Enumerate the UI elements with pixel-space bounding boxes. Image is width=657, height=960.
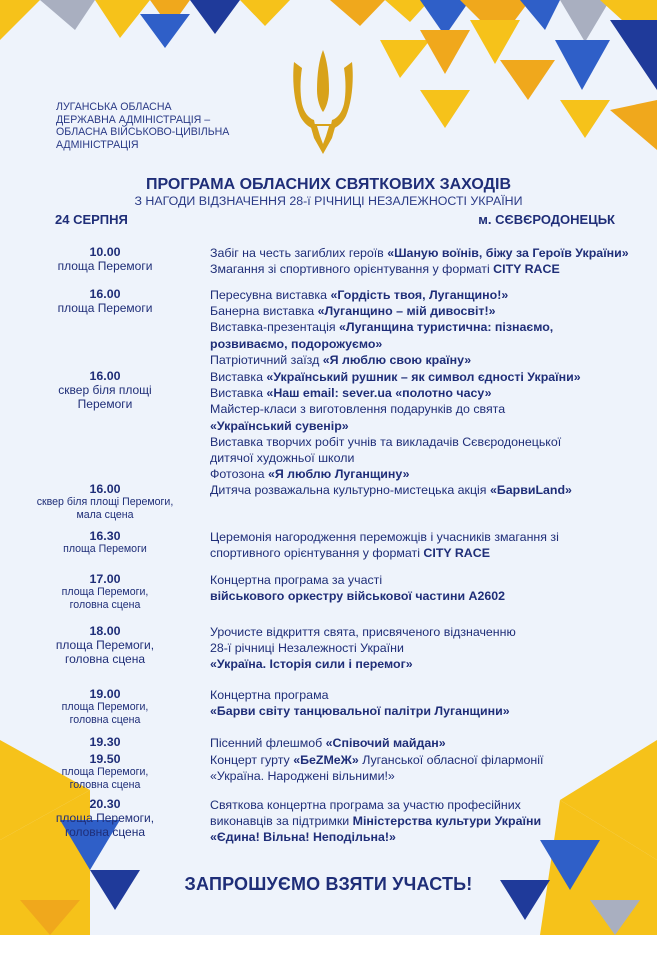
event-highlight-text: CITY RACE — [423, 546, 490, 561]
event-description-line — [210, 466, 630, 482]
event-description-line — [210, 418, 630, 434]
event-location-line: площа Перемоги, — [55, 811, 155, 825]
event-description-line — [210, 450, 630, 466]
event-highlight-text: «БеZМеЖ» — [293, 753, 359, 767]
event-location-line: сквер біля площі — [58, 383, 152, 397]
event-description — [210, 735, 630, 751]
event-description-line — [210, 572, 630, 588]
event-text: Виставка-презентація — [210, 320, 340, 335]
event-time: 10.00 — [89, 245, 121, 259]
org-line: ОБЛАСНА ВІЙСЬКОВО-ЦИВІЛЬНА — [56, 126, 230, 138]
event-location-line: головна сцена — [69, 714, 141, 726]
event-description-line — [210, 735, 630, 751]
event-description-line — [210, 640, 630, 656]
event-text: Концертна програма — [210, 688, 329, 702]
event-description-line — [210, 369, 630, 385]
event-location — [20, 543, 190, 556]
event-location-line: площа Перемоги, — [61, 701, 149, 713]
event-time: 16.00 — [89, 369, 121, 383]
event-text: Виставка — [210, 370, 267, 384]
event-text: дитячої художньої школи — [210, 451, 355, 466]
event-time: 16.00 — [89, 287, 121, 301]
event-location — [20, 301, 190, 315]
event-text: виконавців за підтримки — [210, 814, 353, 829]
event-description-line — [210, 813, 630, 829]
event-description-line — [210, 336, 630, 352]
trident-emblem-icon — [286, 46, 360, 158]
event-description-line — [210, 303, 630, 319]
event-text: «Україна. Народжені вільними!» — [210, 769, 395, 784]
event-location-line: Перемоги — [77, 397, 133, 411]
event-location-line: головна сцена — [69, 599, 141, 611]
event-description-line — [210, 401, 630, 417]
event-text: Патріотичний заїзд — [210, 352, 323, 367]
event-description — [210, 797, 630, 846]
event-description-line — [210, 529, 630, 545]
event-text: Концертна програма за участі — [210, 573, 383, 587]
event-highlight-text: Міністерства культури України — [352, 814, 542, 829]
event-highlight-text: «Я люблю свою країну» — [322, 352, 472, 367]
event-highlight-text: «Єдина! Вільна! Неподільна!» — [210, 830, 396, 845]
event-text: спортивного орієнтування у форматі — [210, 546, 424, 561]
event-highlight-text: «Український сувенір» — [210, 418, 349, 433]
event-description — [210, 687, 630, 719]
event-location-line: мала сцена — [76, 509, 134, 521]
event-highlight-text: «Наш email: sever.ua «полотно часу» — [266, 386, 492, 401]
event-description-line — [210, 434, 630, 450]
event-description-line — [210, 752, 630, 768]
event-description — [210, 482, 630, 498]
event-location-line: площа Перемоги, — [61, 766, 149, 778]
event-text: Концерт гурту — [210, 753, 294, 767]
event-time: 18.00 — [89, 624, 121, 638]
event-highlight-text: «Я люблю Луганщину» — [267, 467, 410, 482]
org-line: ЛУГАНСЬКА ОБЛАСНА — [56, 101, 172, 113]
event-description-line — [210, 687, 630, 703]
event-text: Забіг на честь загиблих героїв — [210, 246, 388, 260]
event-description — [210, 624, 630, 673]
program-subtitle: З НАГОДИ ВІДЗНАЧЕННЯ 28-ї РІЧНИЦІ НЕЗАЛЕЖНОСТІ УКРАЇНИ — [134, 194, 523, 208]
event-date: 24 СЕРПНЯ — [55, 212, 128, 227]
event-highlight-text: «Український рушник – як символ єдності України» — [266, 370, 581, 384]
event-text: Святкова концертна програма за участю професійних — [210, 798, 521, 812]
event-description-line — [210, 545, 630, 561]
event-text: Луганської обласної філармонії — [358, 753, 544, 767]
event-description — [210, 529, 630, 561]
event-description-line — [210, 287, 630, 303]
event-time: 20.30 — [89, 797, 121, 811]
event-location-line: головна сцена — [64, 825, 146, 839]
event-description-line — [210, 829, 630, 845]
event-text: Змагання зі спортивного орієнтування у форматі — [210, 262, 494, 277]
event-location-line: сквер біля площі Перемоги, — [36, 496, 174, 508]
event-city: м. СЄВЄРОДОНЕЦЬК — [478, 212, 615, 227]
event-text: Виставка творчих робіт учнів та викладачів Сєвєродонецької — [210, 434, 562, 449]
event-time: 17.00 — [89, 572, 121, 586]
event-location — [20, 811, 190, 839]
event-description-line — [210, 797, 630, 813]
event-description — [210, 752, 630, 784]
event-location — [20, 383, 190, 411]
event-description-line — [210, 482, 630, 498]
event-text: Пересувна виставка — [210, 288, 331, 302]
event-description-line — [210, 656, 630, 672]
event-text: Пісенний флешмоб — [210, 736, 326, 750]
event-text: Виставка — [210, 386, 267, 401]
event-location-line: площа Перемоги, — [61, 586, 149, 598]
organization-name — [56, 101, 276, 151]
event-description-line — [210, 624, 630, 640]
event-description-line — [210, 588, 630, 604]
event-highlight-text: «Гордість твоя, Луганщино!» — [330, 288, 509, 302]
event-location-line: площа Перемоги — [57, 301, 153, 315]
event-highlight-text: «Барви світу танцювальної палітри Луганщини» — [210, 704, 510, 719]
event-time: 19.00 — [89, 687, 121, 701]
event-text: Дитяча розважальна культурно-мистецька акція — [210, 483, 490, 497]
event-highlight-text: «Україна. Історія сили і перемог» — [210, 657, 413, 672]
event-highlight-text: «Співочий майдан» — [325, 736, 446, 750]
event-location — [20, 638, 190, 666]
event-location-line: головна сцена — [64, 652, 146, 666]
program-title: ПРОГРАМА ОБЛАСНИХ СВЯТКОВИХ ЗАХОДІВ — [145, 176, 512, 193]
event-highlight-text: «Луганщина туристична: пізнаємо, — [339, 320, 554, 335]
event-description-line — [210, 352, 630, 368]
event-description-line — [210, 768, 630, 784]
event-highlight-text: «БарвиLand» — [489, 483, 572, 497]
event-text: Урочисте відкриття свята, присвяченого відзначенню — [210, 625, 516, 639]
event-time: 16.00 — [89, 482, 121, 496]
event-text: 28-ї річниці Незалежності України — [210, 641, 404, 656]
event-highlight-text: CITY RACE — [493, 262, 560, 277]
event-text: Банерна виставка — [210, 304, 318, 319]
event-highlight-text: військового оркестру військової частини А2602 — [210, 589, 506, 604]
event-highlight-text: «Луганщино – мій дивосвіт!» — [317, 304, 496, 319]
event-location — [20, 496, 190, 522]
event-highlight-text: «Шаную воїнів, біжу за Героїв України» — [387, 246, 629, 260]
event-location-line: головна сцена — [69, 779, 141, 791]
org-line: АДМІНІСТРАЦІЯ — [56, 138, 139, 151]
event-text: Церемонія нагородження переможців і учасників змагання зі — [210, 530, 559, 544]
event-location-line: площа Перемоги, — [55, 638, 155, 652]
event-location — [20, 701, 190, 727]
event-location-line: площа Перемоги — [57, 259, 153, 273]
event-text: Фотозона — [210, 467, 268, 482]
event-description — [210, 245, 630, 277]
event-location — [20, 766, 190, 792]
event-description-line — [210, 703, 630, 719]
event-location — [20, 259, 190, 273]
event-description-line — [210, 319, 630, 335]
event-time: 16.30 — [89, 529, 121, 543]
event-time: 19.50 — [89, 752, 121, 766]
event-description — [210, 572, 630, 604]
event-text: Майстер-класи з виготовлення подарунків до свята — [210, 402, 506, 417]
event-description — [210, 369, 630, 482]
event-location-line: площа Перемоги — [63, 543, 147, 555]
event-highlight-text: розвиваємо, подорожуємо» — [210, 336, 383, 351]
event-description-line — [210, 245, 630, 261]
event-location — [20, 586, 190, 612]
event-time: 19.30 — [89, 735, 121, 749]
event-description-line — [210, 261, 630, 277]
event-description-line — [210, 385, 630, 401]
call-to-action: ЗАПРОШУЄМО ВЗЯТИ УЧАСТЬ! — [184, 874, 473, 894]
org-line: ДЕРЖАВНА АДМІНІСТРАЦІЯ – — [56, 113, 211, 126]
event-description — [210, 287, 630, 368]
